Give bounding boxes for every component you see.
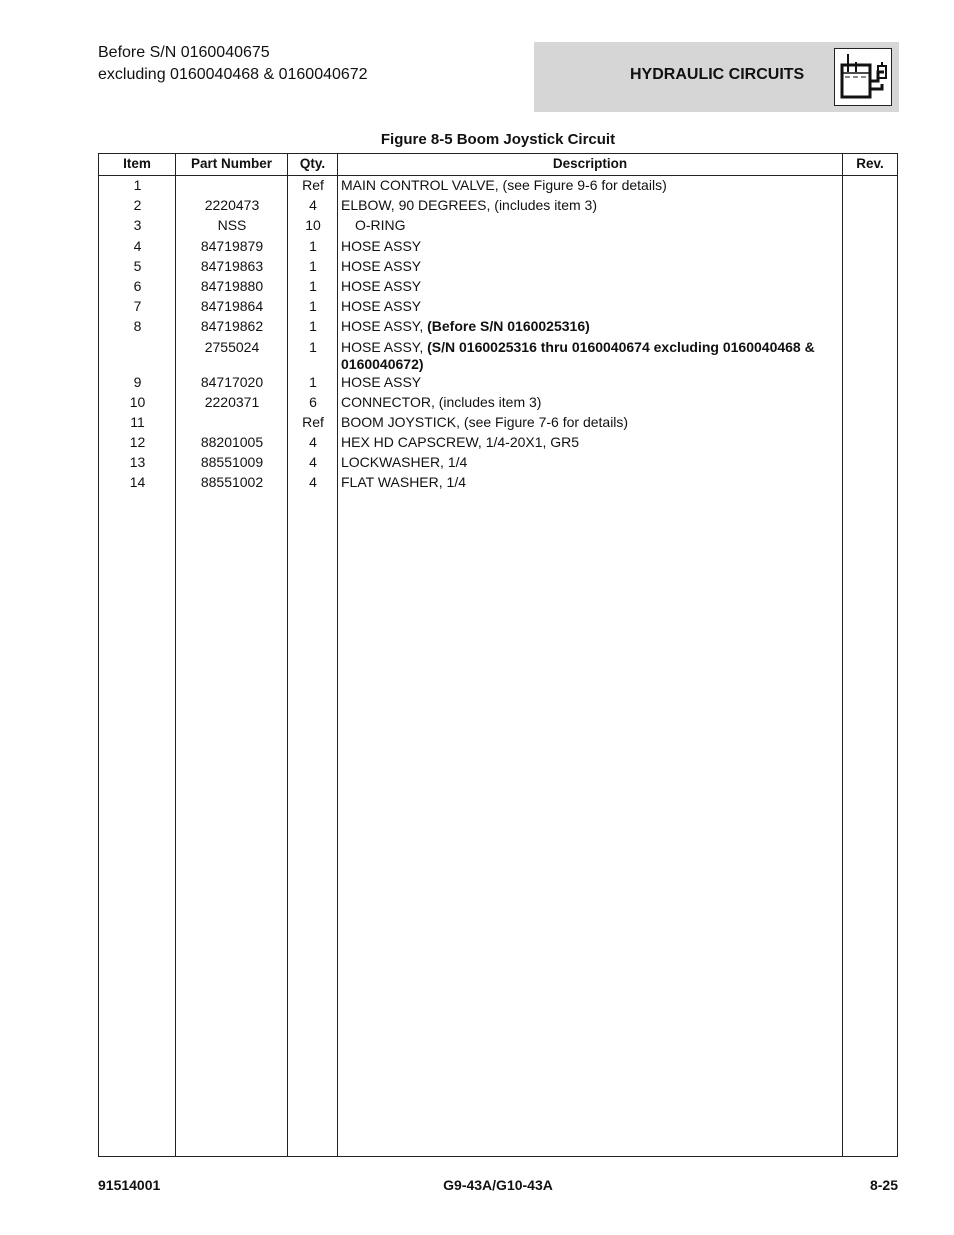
item-number: 2 [133,197,142,214]
table-row [99,473,897,493]
table-row [99,338,897,373]
table-row [99,176,897,196]
footer-model: G9-43A/G10-43A [443,1177,553,1193]
description [341,237,836,255]
table-row [99,433,897,453]
serial-line-2: excluding 0160040468 & 0160040672 [98,66,368,83]
description-serial-note: (Before S/N 0160025316) [427,318,590,335]
part-number: 84719879 [200,237,264,254]
quantity: 1 [309,277,317,294]
quantity: Ref [302,177,324,193]
serial-line-1: Before S/N 0160040675 [98,44,270,61]
table-row [99,216,897,236]
quantity: 4 [309,197,317,214]
description [341,216,836,234]
description-text: HOSE ASSY [341,237,422,254]
part-number: 88551009 [200,454,264,471]
description [341,317,836,335]
item-number: 7 [133,298,142,315]
part-number: 84719863 [200,257,264,274]
description-text: BOOM JOYSTICK, (see Figure 7-6 for details) [341,413,629,430]
footer-page-number: 8-25 [869,1177,898,1193]
description [341,297,836,315]
description-text: HOSE ASSY [341,298,422,315]
item-number: 12 [129,434,146,451]
table-row [99,237,897,257]
table-row [99,277,897,297]
description-text: MAIN CONTROL VALVE, (see Figure 9-6 for details) [341,177,667,193]
part-number: 2755024 [204,338,260,355]
quantity: 1 [309,318,317,335]
table-row [99,317,897,337]
serial-range [98,42,368,86]
item-number: 3 [133,217,142,234]
description [341,393,836,411]
table-row [99,393,897,413]
table-row [99,257,897,277]
parts-table [98,153,898,1157]
description [341,196,836,214]
item-number: 4 [133,237,142,254]
description [341,338,836,373]
table-row [99,297,897,317]
item-number: 6 [133,277,142,294]
column-header-description: Description [552,156,628,171]
part-number: 2220371 [204,393,260,410]
part-number: NSS [217,217,247,234]
description [341,373,836,391]
part-number: 2220473 [204,197,260,214]
table-row [99,413,897,433]
part-number: 84719880 [200,277,264,294]
description-text: O-RING [355,217,406,234]
footer-doc-number: 91514001 [98,1177,161,1193]
description [341,277,836,295]
part-number: 88201005 [200,434,264,451]
quantity: 1 [309,257,317,274]
description-text: HOSE ASSY [341,373,422,390]
item-number: 8 [133,318,142,335]
quantity: 1 [309,237,317,254]
quantity: 4 [309,454,317,471]
item-number: 1 [133,177,142,193]
table-row [99,453,897,473]
column-header-qty: Qty. [299,156,326,171]
column-header-part-number: Part Number [190,156,273,171]
description-text: HOSE ASSY, [341,318,428,335]
quantity: 6 [309,393,317,410]
description [341,433,836,451]
quantity: 4 [309,474,317,491]
quantity: 1 [309,373,317,390]
description-serial-note: (S/N 0160025316 thru 0160040674 excluding 0160040468 & 0160040672) [341,338,815,372]
description-text: HOSE ASSY [341,277,422,294]
quantity: 10 [305,217,321,234]
description-text: CONNECTOR, (includes item 3) [341,393,542,410]
item-number: 13 [129,454,146,471]
description [341,413,836,431]
item-number: 9 [133,373,142,390]
description [341,257,836,275]
parts-table-body [99,176,897,494]
item-number: 5 [133,257,142,274]
table-row [99,373,897,393]
part-number: 84719862 [200,318,264,335]
description-text: LOCKWASHER, 1/4 [341,454,468,471]
quantity: 1 [309,338,317,355]
quantity: 1 [309,298,317,315]
part-number: 88551002 [200,474,264,491]
column-header-rev: Rev. [856,156,884,171]
item-number: 10 [129,393,146,410]
part-number: 84719864 [200,298,264,315]
description-text: HEX HD CAPSCREW, 1/4-20X1, GR5 [341,434,580,451]
quantity: 4 [309,434,317,451]
column-header-item: Item [123,156,151,171]
part-number: 84717020 [200,373,264,390]
section-header [534,42,899,112]
item-number: 11 [130,413,145,430]
description [341,473,836,491]
description-text: HOSE ASSY [341,257,422,274]
section-title: HYDRAULIC CIRCUITS [630,66,805,83]
figure-title: Figure 8-5 Boom Joystick Circuit [380,131,616,148]
hydraulic-reservoir-icon [834,48,892,106]
item-number: 14 [129,474,146,491]
description-text: ELBOW, 90 DEGREES, (includes item 3) [341,197,597,214]
description-text: HOSE ASSY, [341,338,428,355]
table-row [99,196,897,216]
description-text: FLAT WASHER, 1/4 [341,474,466,491]
description [341,453,836,471]
description [341,176,836,194]
quantity: Ref [302,413,324,430]
